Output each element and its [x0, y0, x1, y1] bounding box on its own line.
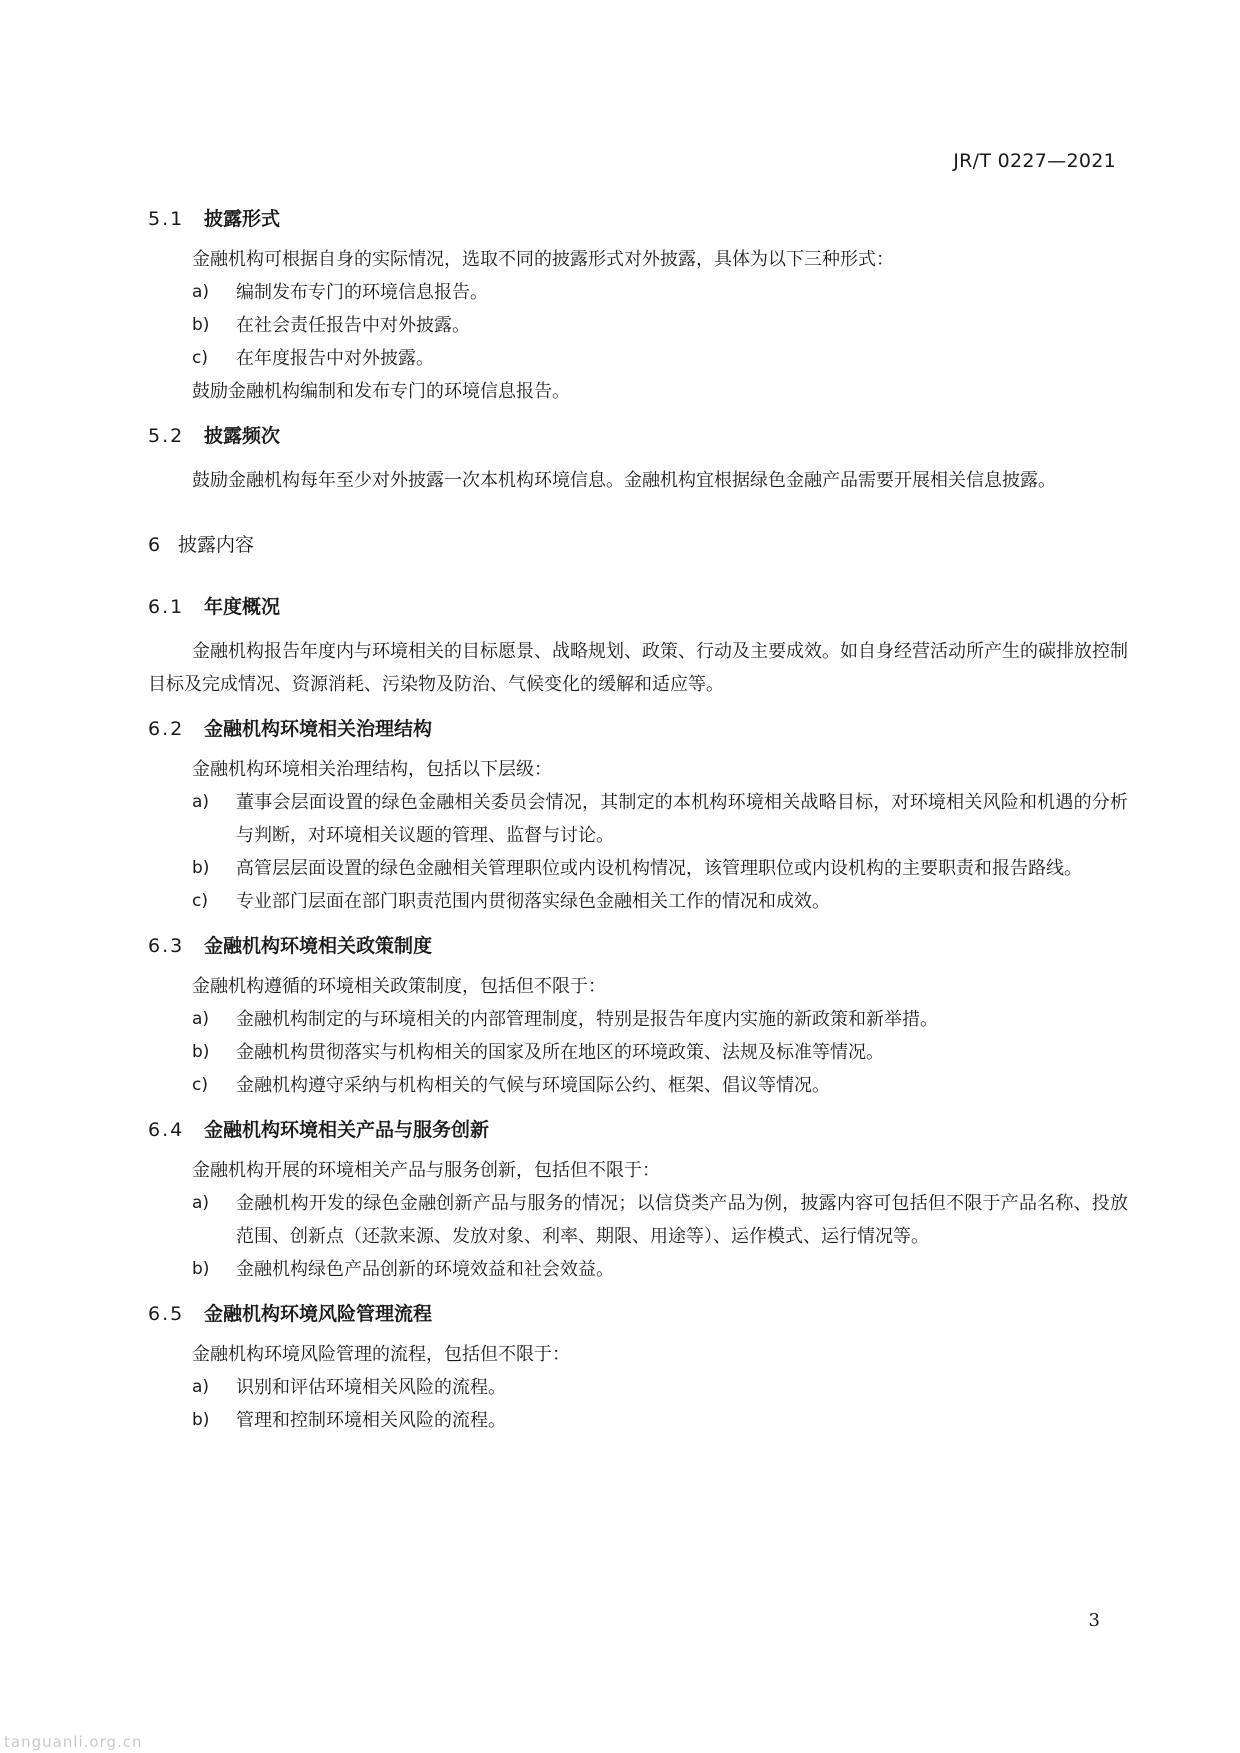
paragraph: 鼓励金融机构每年至少对外披露一次本机构环境信息。金融机构宜根据绿色金融产品需要开展相关信息披露。	[192, 470, 1056, 491]
list-item-text: 专业部门层面在部门职责范围内贯彻落实绿色金融相关工作的情况和成效。	[236, 891, 830, 912]
list-item-text: 在年度报告中对外披露。	[236, 348, 434, 369]
list-item	[148, 885, 1128, 918]
list-item	[148, 1187, 1128, 1253]
list-marker: c)	[192, 1075, 208, 1095]
section-title: 披露形式	[204, 208, 281, 230]
chapter-title: 披露内容	[178, 534, 255, 556]
paragraph: 金融机构环境风险管理的流程，包括但不限于：	[192, 1344, 570, 1365]
list-item-text: 金融机构制定的与环境相关的内部管理制度，特别是报告年度内实施的新政策和新举措。	[236, 1009, 938, 1030]
list-item-text: 管理和控制环境相关风险的流程。	[236, 1410, 506, 1431]
section-title: 金融机构环境相关产品与服务创新	[204, 1119, 490, 1141]
paragraph: 金融机构可根据自身的实际情况，选取不同的披露形式对外披露，具体为以下三种形式：	[192, 249, 894, 270]
section-title: 披露频次	[204, 425, 281, 447]
list-item-text: 金融机构绿色产品创新的环境效益和社会效益。	[236, 1259, 614, 1280]
list-item	[148, 1069, 1128, 1102]
list-marker: a)	[192, 792, 210, 812]
list-marker: b)	[192, 1042, 210, 1062]
list-marker: c)	[192, 348, 208, 368]
section-heading-5-1	[148, 205, 1128, 233]
paragraph: 金融机构开展的环境相关产品与服务创新，包括但不限于：	[192, 1160, 660, 1181]
list-item	[148, 786, 1128, 852]
page-content	[148, 205, 1128, 1437]
section-number: 5.2	[148, 425, 185, 447]
list-item-text: 金融机构贯彻落实与机构相关的国家及所在地区的环境政策、法规及标准等情况。	[236, 1042, 884, 1063]
list-marker: b)	[192, 315, 210, 335]
list-item-text: 识别和评估环境相关风险的流程。	[236, 1377, 506, 1398]
list-item	[148, 852, 1128, 885]
section-heading-5-2	[148, 422, 1128, 450]
list-marker: b)	[192, 858, 210, 878]
section-heading-6-5	[148, 1300, 1128, 1328]
watermark: tanguanli.org.cn	[4, 1733, 143, 1751]
list-item	[148, 1371, 1128, 1404]
list-item	[148, 1003, 1128, 1036]
chapter-heading-6	[148, 531, 1128, 559]
list-marker: c)	[192, 891, 208, 911]
paragraph: 金融机构遵循的环境相关政策制度，包括但不限于：	[192, 976, 606, 997]
section-heading-6-1	[148, 593, 1128, 621]
list-item-text: 金融机构开发的绿色金融创新产品与服务的情况；以信贷类产品为例，披露内容可包括但不限于产品名称、投放范围、创新点（还款来源、发放对象、利率、期限、用途等）、运作模式、运行情况等。	[236, 1193, 1128, 1247]
list-item	[148, 342, 1128, 375]
section-number: 6.4	[148, 1119, 185, 1141]
list-item	[148, 309, 1128, 342]
paragraph: 鼓励金融机构编制和发布专门的环境信息报告。	[192, 381, 570, 402]
list-marker: a)	[192, 1377, 210, 1397]
section-heading-6-2	[148, 715, 1128, 743]
list-marker: a)	[192, 1193, 210, 1213]
list-item	[148, 1253, 1128, 1286]
list-item-text: 董事会层面设置的绿色金融相关委员会情况，其制定的本机构环境相关战略目标，对环境相关风险和机遇的分析与判断，对环境相关议题的管理、监督与讨论。	[236, 792, 1128, 846]
paragraph: 金融机构环境相关治理结构，包括以下层级：	[192, 759, 552, 780]
section-title: 金融机构环境相关政策制度	[204, 935, 433, 957]
list-item	[148, 276, 1128, 309]
section-number: 5.1	[148, 208, 185, 230]
list-marker: a)	[192, 282, 210, 302]
list-marker: a)	[192, 1009, 210, 1029]
list-item-text: 编制发布专门的环境信息报告。	[236, 282, 488, 303]
section-number: 6.5	[148, 1303, 185, 1325]
standard-code: JR/T 0227—2021	[953, 150, 1116, 172]
section-title: 年度概况	[204, 596, 281, 618]
page-number: 3	[1088, 1610, 1100, 1631]
section-number: 6.1	[148, 596, 185, 618]
paragraph: 金融机构报告年度内与环境相关的目标愿景、战略规划、政策、行动及主要成效。如自身经营活动所产生的碳排放控制目标及完成情况、资源消耗、污染物及防治、气候变化的缓解和适应等。	[148, 641, 1128, 695]
list-item	[148, 1404, 1128, 1437]
section-heading-6-3	[148, 932, 1128, 960]
section-title: 金融机构环境相关治理结构	[204, 718, 433, 740]
list-marker: b)	[192, 1259, 210, 1279]
list-marker: b)	[192, 1410, 210, 1430]
list-item-text: 高管层层面设置的绿色金融相关管理职位或内设机构情况，该管理职位或内设机构的主要职责和报告路线。	[236, 858, 1082, 879]
list-item	[148, 1036, 1128, 1069]
section-number: 6.3	[148, 935, 185, 957]
section-title: 金融机构环境风险管理流程	[204, 1303, 433, 1325]
section-number: 6.2	[148, 718, 185, 740]
section-heading-6-4	[148, 1116, 1128, 1144]
chapter-number: 6	[148, 534, 163, 556]
list-item-text: 在社会责任报告中对外披露。	[236, 315, 470, 336]
list-item-text: 金融机构遵守采纳与机构相关的气候与环境国际公约、框架、倡议等情况。	[236, 1075, 830, 1096]
